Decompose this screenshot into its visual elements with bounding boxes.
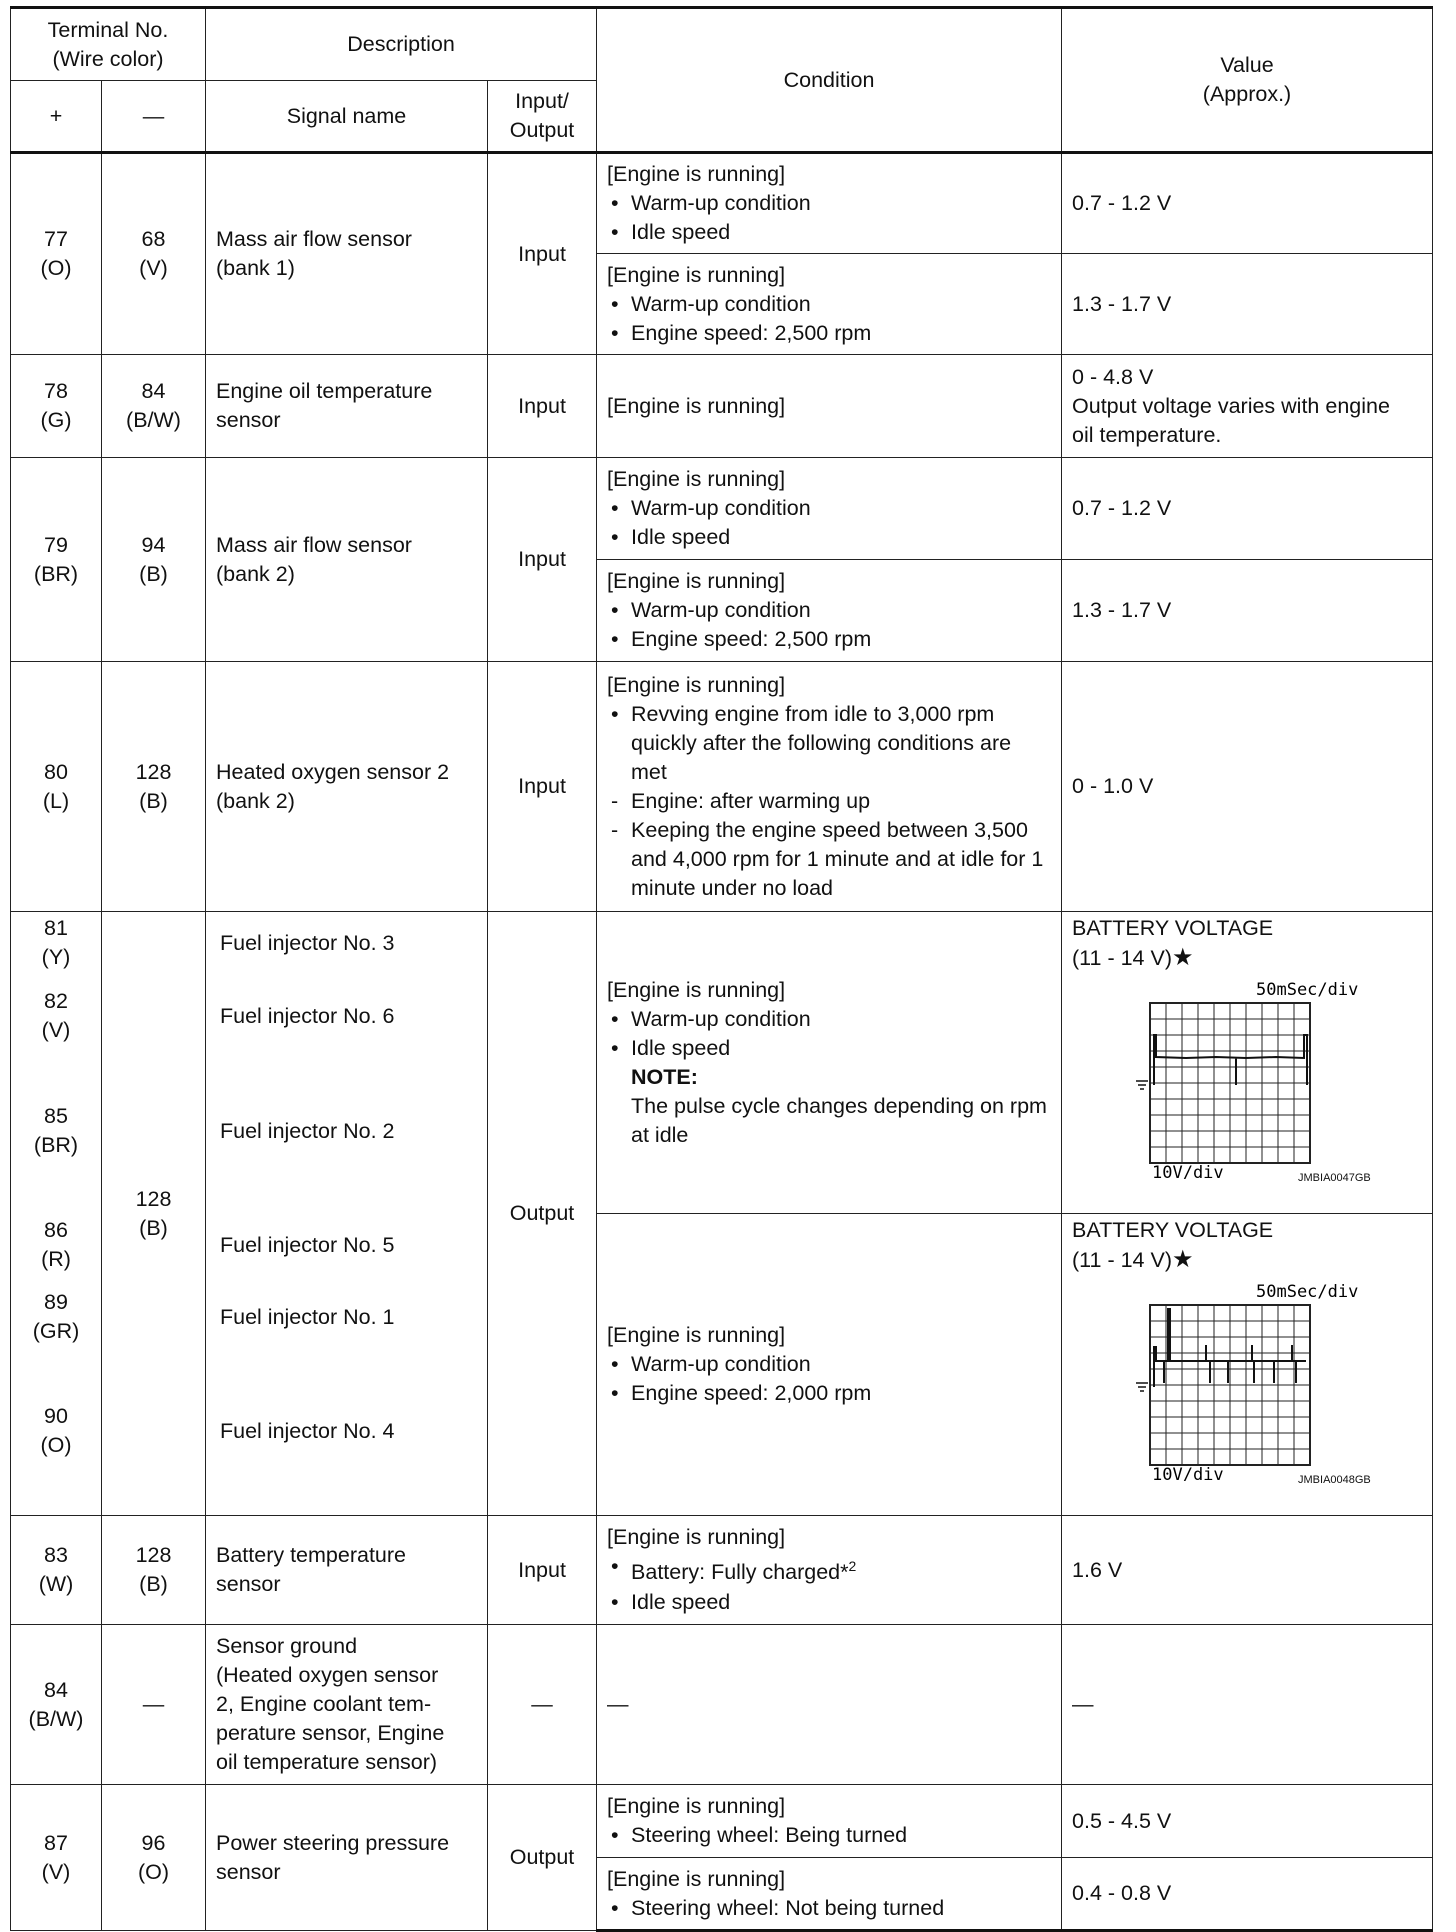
- voltage-range: (11 - 14 V): [1072, 1248, 1172, 1272]
- condition-bullet: • Revving engine from idle to 3,000 rpm quickly after the following conditions are met: [607, 700, 1051, 787]
- terminal-number: 128: [135, 759, 172, 784]
- voltage-range-line: [1072, 943, 1422, 973]
- value-line: 0 - 4.8 V: [1072, 364, 1154, 389]
- table-row: [11, 662, 1433, 912]
- value-cell: 0.4 - 0.8 V: [1062, 1858, 1433, 1931]
- plus-terminal: [11, 1785, 102, 1931]
- condition-bullet: • Warm-up condition: [607, 1350, 1051, 1379]
- time-div-label: 50mSec/div: [1256, 1282, 1359, 1302]
- condition-head: [Engine is running]: [607, 1794, 786, 1818]
- oscilloscope-figure: [1072, 1275, 1422, 1486]
- injector-signal: Fuel injector No. 4: [220, 1419, 395, 1443]
- value-line: Output voltage varies with engine: [1072, 393, 1390, 418]
- condition-text: Battery: Fully charged*: [631, 1560, 849, 1585]
- terminal-number: 68: [141, 227, 166, 251]
- minus-terminal: [102, 458, 206, 662]
- condition-bullet: • Idle speed: [607, 218, 1051, 247]
- terminal-number: 128: [135, 1543, 172, 1567]
- signal-name: [206, 1516, 488, 1625]
- wire-color: (B): [139, 1572, 168, 1596]
- input-output-header: [488, 81, 597, 153]
- minus-terminal: [102, 1516, 206, 1625]
- signal-name: [206, 1625, 488, 1785]
- signal-line: (bank 2): [216, 788, 295, 813]
- wire-color: (V): [41, 1018, 71, 1042]
- io-label-1: Input/: [515, 89, 569, 113]
- signal-line: sensor: [216, 408, 281, 432]
- condition-list: [607, 1005, 1051, 1063]
- condition-bullet: • Warm-up condition: [607, 1005, 1051, 1034]
- condition-bullet: • Engine speed: 2,500 rpm: [607, 625, 1051, 654]
- value-cell: 0.5 - 4.5 V: [1062, 1785, 1433, 1858]
- minus-terminal: [102, 662, 206, 912]
- terminal-number: 81: [44, 916, 68, 940]
- signal-line: sensor: [216, 1572, 281, 1596]
- condition-head: [Engine is running]: [607, 977, 786, 1002]
- condition-cell: [597, 560, 1062, 662]
- terminal-number: 82: [44, 989, 68, 1013]
- signal-line: Power steering pressure: [216, 1830, 450, 1855]
- value-cell: 1.3 - 1.7 V: [1062, 254, 1433, 355]
- table-row: [11, 458, 1433, 560]
- condition-list: [607, 1552, 1051, 1616]
- condition-bullet: • Idle speed: [607, 523, 1051, 552]
- io-type: Input: [488, 458, 597, 662]
- wire-color: (BR): [33, 1133, 79, 1157]
- terminal-number: 83: [44, 1543, 68, 1567]
- table-row: [11, 1516, 1433, 1625]
- oscilloscope-figure: [1072, 973, 1422, 1184]
- terminal-number: 94: [141, 532, 166, 557]
- terminal-no-label: Terminal No.: [47, 17, 169, 42]
- signal-line: Battery temperature: [216, 1543, 407, 1567]
- condition-bullet: • Warm-up condition: [607, 290, 1051, 319]
- star-icon: ★: [1172, 944, 1194, 971]
- terminal-number: 90: [44, 1404, 68, 1428]
- terminal-number: 85: [44, 1104, 68, 1128]
- signal-line: Mass air flow sensor: [216, 227, 412, 251]
- condition-list: [607, 290, 1051, 348]
- wire-color: (B/W): [126, 408, 181, 432]
- wire-color: (Y): [41, 945, 71, 969]
- terminal-85: [11, 1102, 101, 1160]
- terminal-number: 84: [44, 1677, 68, 1702]
- signal-name: [206, 1785, 488, 1931]
- value-header: [1062, 8, 1433, 153]
- scope-grid: [1150, 1003, 1310, 1163]
- plus-terminal: [11, 458, 102, 662]
- value-cell: —: [1062, 1625, 1433, 1785]
- time-div-label: 50mSec/div: [1256, 980, 1359, 1000]
- wire-color: (O): [40, 256, 72, 280]
- terminal-number: 84: [141, 379, 166, 403]
- condition-cell: [597, 912, 1062, 1214]
- io-type: Input: [488, 1516, 597, 1625]
- io-label-2: Output: [509, 118, 575, 142]
- wire-color: (V): [139, 256, 168, 280]
- header-row-1: [11, 8, 1433, 81]
- condition-bullet: • Idle speed: [607, 1588, 1051, 1617]
- signal-line: Mass air flow sensor: [216, 532, 412, 557]
- wire-color-label: (Wire color): [52, 46, 164, 71]
- signal-line: perature sensor, Engine: [216, 1721, 445, 1745]
- figure-code: JMBIA0048GB: [1298, 1474, 1371, 1486]
- ground-icon: [1136, 1383, 1148, 1391]
- injector-signal: Fuel injector No. 3: [220, 931, 395, 955]
- minus-terminal: [102, 1785, 206, 1931]
- condition-bullet: • Steering wheel: Not being turned: [607, 1894, 1051, 1923]
- terminal-number: 128: [135, 1186, 172, 1211]
- battery-voltage-label: BATTERY VOLTAGE: [1072, 916, 1274, 940]
- plus-terminal: [11, 153, 102, 355]
- condition-head: [Engine is running]: [607, 1323, 786, 1347]
- approx-label: (Approx.): [1202, 82, 1292, 106]
- injector-terminal-stack: [11, 912, 101, 1502]
- terminal-86: [11, 1216, 101, 1274]
- signal-name: [206, 355, 488, 458]
- injector-signal: Fuel injector No. 1: [220, 1305, 395, 1329]
- battery-voltage-label: BATTERY VOLTAGE: [1072, 1218, 1274, 1242]
- signal-line: (bank 1): [216, 256, 295, 280]
- condition-list: [607, 596, 1051, 654]
- condition-head: [Engine is running]: [607, 569, 786, 593]
- value-cell: 0.7 - 1.2 V: [1062, 153, 1433, 254]
- value-cell-waveform: [1062, 912, 1433, 1214]
- condition-head: [Engine is running]: [607, 672, 786, 697]
- terminal-number: 79: [44, 532, 68, 557]
- ecm-terminal-table-sheet: [10, 6, 1432, 1932]
- condition-cell: [597, 1214, 1062, 1516]
- value-line: oil temperature.: [1072, 422, 1222, 447]
- condition-bullet: • Warm-up condition: [607, 189, 1051, 218]
- condition-cell: [597, 1785, 1062, 1858]
- note-text: The pulse cycle changes depending on rpm at idle: [631, 1093, 1047, 1147]
- scope-grid: [1150, 1305, 1310, 1465]
- condition-head: [Engine is running]: [607, 1866, 786, 1891]
- injector-signal: Fuel injector No. 5: [220, 1233, 395, 1257]
- terminal-number: 77: [44, 227, 68, 251]
- signal-name: [206, 153, 488, 355]
- condition-list: [607, 494, 1051, 552]
- wire-color: (W): [38, 1572, 74, 1596]
- oscilloscope-waveform-idle: [1106, 973, 1416, 1179]
- signal-line: Heated oxygen sensor 2: [216, 759, 450, 784]
- value-label: Value: [1220, 53, 1274, 77]
- condition-bullet: • Warm-up condition: [607, 494, 1051, 523]
- wire-color: (B): [139, 1215, 168, 1240]
- volt-div-label: 10V/div: [1152, 1465, 1224, 1481]
- wire-color: (O): [137, 1859, 170, 1884]
- io-type: Input: [488, 153, 597, 355]
- io-type: —: [488, 1625, 597, 1785]
- condition-head: [Engine is running]: [607, 1525, 786, 1550]
- condition-bullet: • Engine speed: 2,500 rpm: [607, 319, 1051, 348]
- terminal-number: 86: [44, 1218, 68, 1242]
- terminal-90: [11, 1402, 101, 1460]
- value-cell: 0 - 1.0 V: [1062, 662, 1433, 912]
- minus-terminal: [102, 912, 206, 1516]
- value-cell: 1.3 - 1.7 V: [1062, 560, 1433, 662]
- minus-terminal: —: [102, 1625, 206, 1785]
- note-heading: NOTE:: [631, 1064, 698, 1089]
- table-row: [11, 1625, 1433, 1785]
- volt-div-label: 10V/div: [1152, 1163, 1224, 1179]
- terminal-82: [11, 987, 101, 1045]
- figure-code: JMBIA0047GB: [1298, 1172, 1371, 1184]
- table-row: [11, 1785, 1433, 1858]
- condition-list: [607, 1894, 1051, 1923]
- condition-cell: [597, 1858, 1062, 1931]
- plus-header: +: [11, 81, 102, 153]
- condition-dash-item: - Engine: after warming up: [607, 787, 1051, 816]
- wire-color: (GR): [32, 1319, 80, 1343]
- terminal-number: 87: [44, 1830, 68, 1855]
- terminal-number: 78: [44, 379, 68, 403]
- signal-name-group: [206, 912, 488, 1516]
- signal-name: [206, 662, 488, 912]
- wire-color: (B): [139, 788, 168, 813]
- signal-name: [206, 458, 488, 662]
- plus-terminal: [11, 1625, 102, 1785]
- condition-list: [607, 189, 1051, 247]
- io-type: Output: [488, 1785, 597, 1931]
- plus-terminal: [11, 355, 102, 458]
- table-row: [11, 912, 1433, 1214]
- voltage-range-line: [1072, 1245, 1422, 1275]
- wire-color: (V): [41, 1859, 71, 1884]
- signal-name-header: Signal name: [206, 81, 488, 153]
- io-type: Input: [488, 355, 597, 458]
- condition-cell: [597, 662, 1062, 912]
- condition-cell: [Engine is running]: [597, 355, 1062, 458]
- table-row: [11, 355, 1433, 458]
- condition-cell: [597, 254, 1062, 355]
- signal-line: Engine oil temperature: [216, 379, 433, 403]
- terminal-number: 96: [141, 1830, 166, 1855]
- plus-terminal: [11, 1516, 102, 1625]
- footnote-mark: 2: [848, 1558, 857, 1575]
- wire-color: (BR): [33, 561, 79, 586]
- voltage-range: (11 - 14 V): [1072, 946, 1172, 970]
- wire-color: (G): [40, 408, 72, 432]
- signal-line: (Heated oxygen sensor: [216, 1663, 439, 1687]
- signal-line: (bank 2): [216, 561, 295, 586]
- condition-bullet: • Steering wheel: Being turned: [607, 1821, 1051, 1850]
- terminal-no-header: [11, 8, 206, 81]
- value-cell-waveform: [1062, 1214, 1433, 1516]
- terminal-89: [11, 1288, 101, 1346]
- value-cell: [1062, 355, 1433, 458]
- wire-color: (L): [42, 788, 70, 813]
- description-header: Description: [206, 8, 597, 81]
- condition-bullet: • Warm-up condition: [607, 596, 1051, 625]
- signal-line: oil temperature sensor): [216, 1750, 438, 1774]
- condition-cell: —: [597, 1625, 1062, 1785]
- condition-dash-item: - Keeping the engine speed between 3,500 and 4,000 rpm for 1 minute and at idle for 1 minute under no load: [607, 816, 1051, 903]
- ground-icon: [1136, 1081, 1148, 1089]
- condition-head: [Engine is running]: [607, 262, 786, 287]
- condition-cell: [597, 1516, 1062, 1625]
- condition-head: [Engine is running]: [607, 467, 786, 491]
- oscilloscope-waveform-2000rpm: [1106, 1275, 1416, 1481]
- injector-signal: Fuel injector No. 6: [220, 1004, 395, 1028]
- condition-bullet: [607, 1552, 1051, 1587]
- star-icon: ★: [1172, 1246, 1194, 1273]
- minus-header: —: [102, 81, 206, 153]
- terminal-number: 89: [44, 1290, 68, 1314]
- plus-terminal-group: [11, 912, 102, 1516]
- minus-terminal: [102, 355, 206, 458]
- wire-color: (O): [40, 1433, 72, 1457]
- plus-terminal: [11, 662, 102, 912]
- minus-terminal: [102, 153, 206, 355]
- injector-signal-stack: [220, 912, 487, 1502]
- io-type: Input: [488, 662, 597, 912]
- signal-line: sensor: [216, 1859, 281, 1884]
- wire-color: (B): [139, 561, 168, 586]
- condition-list: [607, 700, 1051, 903]
- terminal-81: [11, 914, 101, 972]
- value-cell: 1.6 V: [1062, 1516, 1433, 1625]
- injector-signal: Fuel injector No. 2: [220, 1119, 395, 1143]
- condition-cell: [597, 458, 1062, 560]
- wire-color: (B/W): [28, 1706, 84, 1731]
- terminal-number: 80: [44, 759, 68, 784]
- condition-bullet: • Idle speed: [607, 1034, 1051, 1063]
- signal-line: 2, Engine coolant tem-: [216, 1692, 432, 1716]
- ecm-terminal-table: [10, 6, 1433, 1932]
- condition-head: [Engine is running]: [607, 162, 786, 186]
- value-cell: 0.7 - 1.2 V: [1062, 458, 1433, 560]
- condition-list: [607, 1350, 1051, 1408]
- wire-color: (R): [41, 1247, 71, 1271]
- table-row: [11, 153, 1433, 254]
- condition-bullet: • Engine speed: 2,000 rpm: [607, 1379, 1051, 1408]
- condition-header: Condition: [597, 8, 1062, 153]
- signal-line: Sensor ground: [216, 1634, 358, 1658]
- io-type: Output: [488, 912, 597, 1516]
- condition-cell: [597, 153, 1062, 254]
- condition-list: [607, 1821, 1051, 1850]
